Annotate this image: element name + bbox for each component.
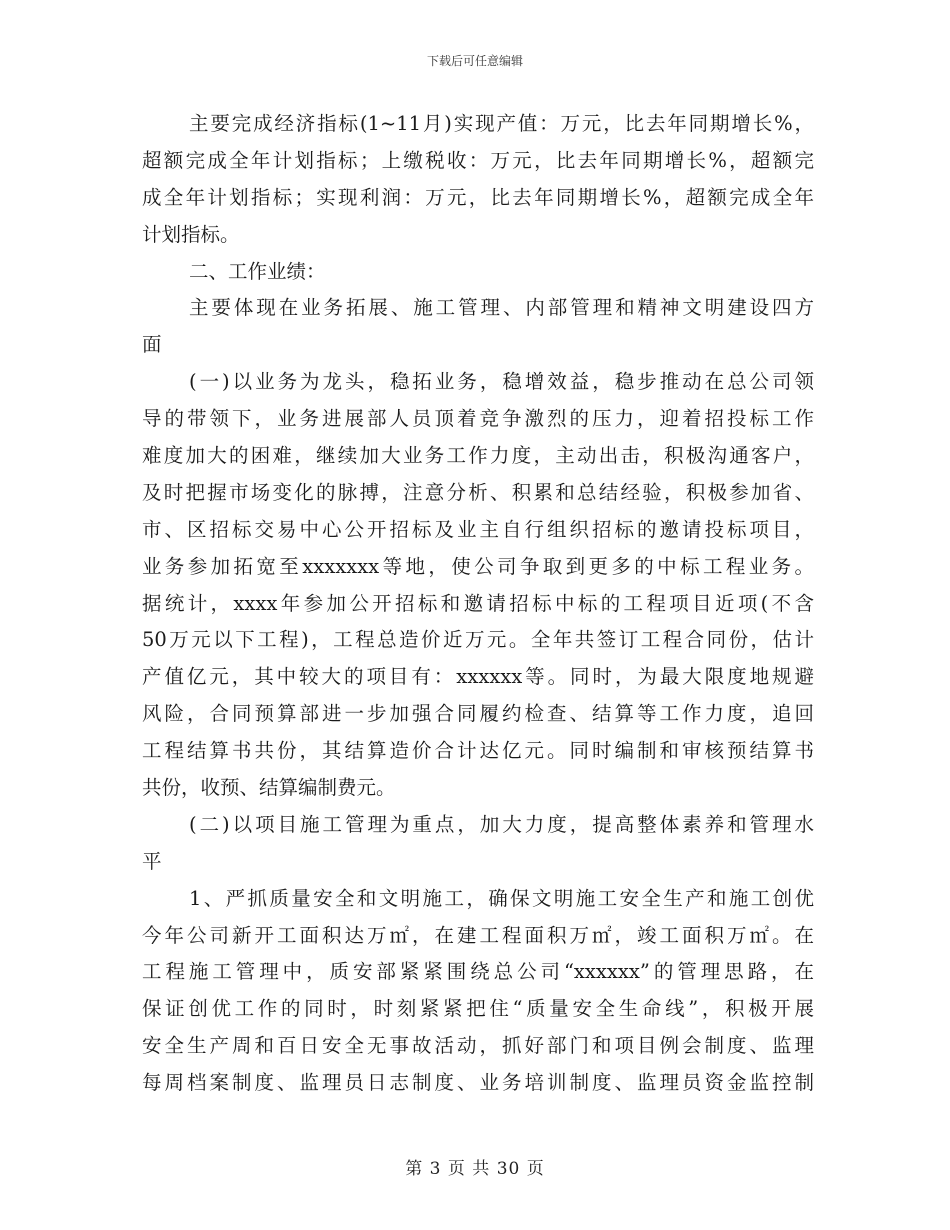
text-line: 市、区招标交易中心公开招标及业主自行组织招标的邀请投标项目， xyxy=(142,517,814,541)
text-line: 平 xyxy=(142,849,162,873)
text-line: 共份，收预、结算编制费元。 xyxy=(142,776,396,800)
text-line: 安全生产周和百日安全无事故活动，抓好部门和项目例会制度、监理 xyxy=(142,1034,814,1058)
text-line: 业务参加拓宽至xxxxxxx等地，使公司争取到更多的中标工程业务。 xyxy=(142,554,814,578)
text-line: 据统计，xxxx年参加公开招标和邀请招标中标的工程项目近项(不含 xyxy=(142,591,814,615)
text-line: 1、严抓质量安全和文明施工，确保文明施工安全生产和施工创优 xyxy=(189,886,814,910)
document-body xyxy=(142,106,814,1102)
text-line: 导的带领下，业务进展部人员顶着竞争激烈的压力，迎着招投标工作 xyxy=(142,407,814,431)
text-line: 及时把握市场变化的脉搏，注意分析、积累和总结经验，积极参加省、 xyxy=(142,480,814,504)
text-line: 50万元以下工程)，工程总造价近万元。全年共签订工程合同份，估计 xyxy=(142,628,814,652)
text-line: 工程施工管理中，质安部紧紧围绕总公司“xxxxxx”的管理思路，在 xyxy=(142,960,814,984)
text-line: 保证创优工作的同时，时刻紧紧把住“质量安全生命线”，积极开展 xyxy=(142,997,814,1021)
text-line: 风险，合同预算部进一步加强合同履约检查、结算等工作力度，追回 xyxy=(142,702,814,726)
text-line: 面 xyxy=(142,333,162,357)
text-line: 工程结算书共份，其结算造价合计达亿元。同时编制和审核预结算书 xyxy=(142,739,814,763)
text-line: 成全年计划指标；实现利润：万元，比去年同期增长%，超额完成全年 xyxy=(142,185,814,209)
page-header: 下载后可任意编辑 xyxy=(426,54,523,68)
text-line: 超额完成全年计划指标；上缴税收：万元，比去年同期增长%，超额完 xyxy=(142,148,814,172)
text-line: 主要体现在业务拓展、施工管理、内部管理和精神文明建设四方 xyxy=(189,296,814,320)
text-line: 产值亿元，其中较大的项目有：xxxxxx等。同时，为最大限度地规避 xyxy=(142,665,814,689)
text-line: (二)以项目施工管理为重点，加大力度，提高整体素养和管理水 xyxy=(189,812,814,836)
text-line: 计划指标。 xyxy=(142,222,240,246)
text-line: 主要完成经济指标(1~11月)实现产值：万元，比去年同期增长%， xyxy=(189,112,814,135)
text-line: 二、工作业绩： xyxy=(189,259,326,283)
page-footer: 第 3 页 共 30 页 xyxy=(405,1159,545,1179)
text-line: 难度加大的困难，继续加大业务工作力度，主动出击，积极沟通客户， xyxy=(142,444,814,468)
text-line: 每周档案制度、监理员日志制度、业务培训制度、监理员资金监控制 xyxy=(142,1071,814,1095)
text-line: 今年公司新开工面积达万㎡，在建工程面积万㎡，竣工面积万㎡。在 xyxy=(142,923,814,947)
text-line: (一)以业务为龙头，稳拓业务，稳增效益，稳步推动在总公司领 xyxy=(189,370,814,394)
